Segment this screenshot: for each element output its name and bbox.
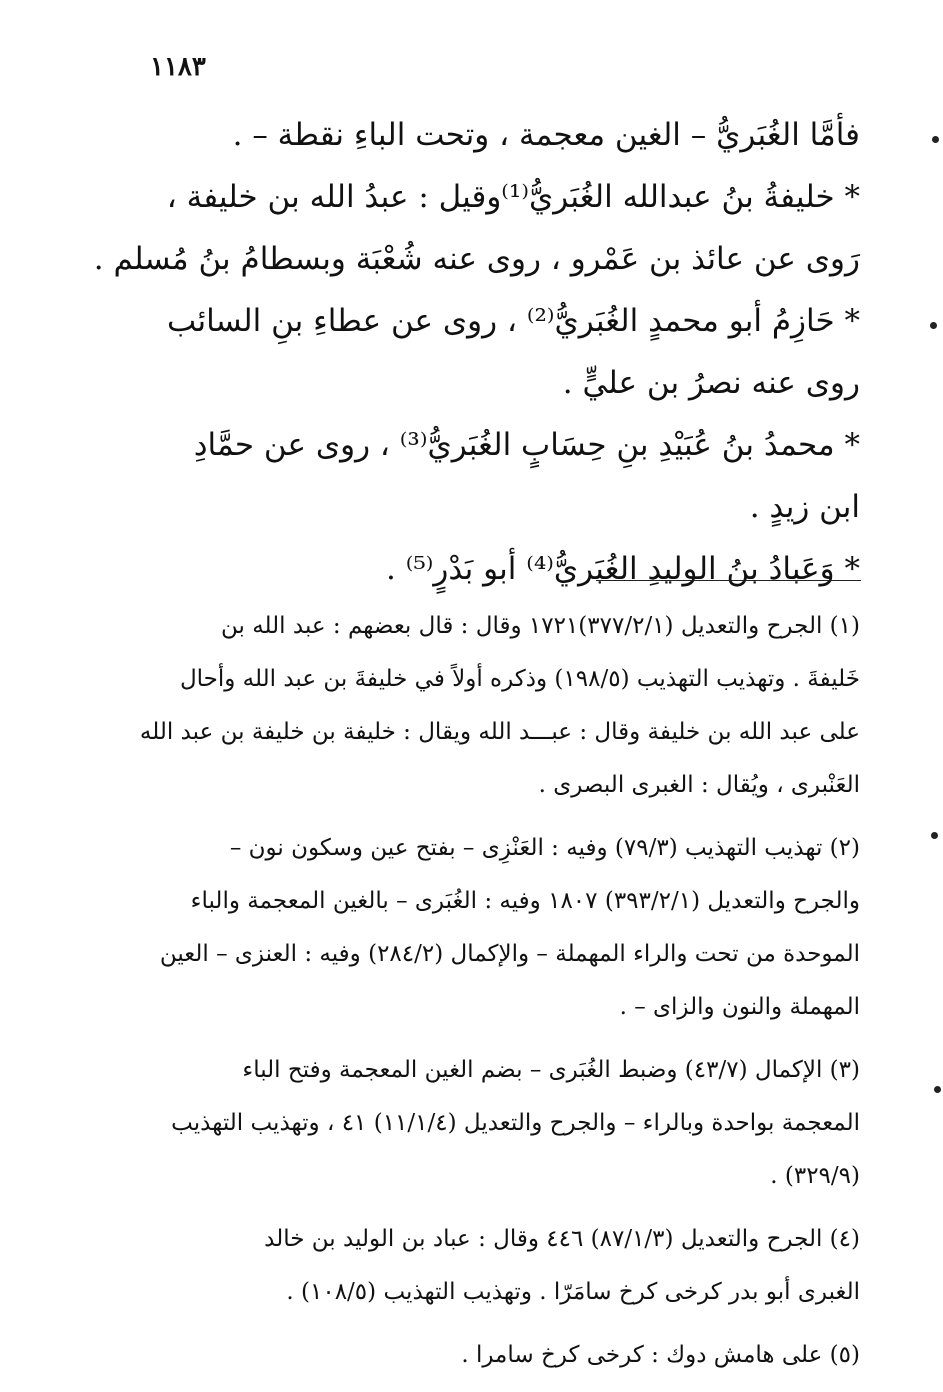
margin-mark <box>930 322 937 329</box>
margin-mark <box>932 136 939 143</box>
footnote-line: (٥) على هامش دوك : كرخى كرخ سامرا . <box>461 1342 860 1368</box>
footnote-line: (٣) الإكمال (٤٣/٧) وضبط الغُبَرى – بضم الغين المعجمة وفتح الباء <box>242 1057 860 1083</box>
footnote-line: خَليفةَ . وتهذيب التهذيب (١٩٨/٥) وذكره أولاً في خليفةَ بن عبد الله وأحال <box>179 666 860 692</box>
footnote-3 <box>130 1044 860 1203</box>
margin-mark <box>934 1086 941 1093</box>
main-text-line: * حَازِمُ أبو محمدٍ الغُبَريُّ⁽²⁾ ، روى عن عطاءِ بنِ السائب <box>167 303 860 339</box>
footnote-line: (١) الجرح والتعديل (٣٧٧/٢/١)١٧٢١ وقال : قال بعضهم : عبد الله بن <box>221 613 860 639</box>
footnote-line: والجرح والتعديل (٣٩٣/٢/١) ١٨٠٧ وفيه : الغُبَرى – بالغين المعجمة والباء <box>190 888 860 914</box>
footnote-line: المعجمة بواحدة وبالراء – والجرح والتعديل (١١/١/٤) ٤١ ، وتهذيب التهذيب <box>171 1110 860 1136</box>
footnote-line: على عبد الله بن خليفة وقال : عبـــد الله ويقال : خليفة بن خليفة بن عبد الله <box>139 719 860 745</box>
footnote-line: (٣٢٩/٩) . <box>770 1163 860 1189</box>
main-text <box>93 104 860 600</box>
footnote-line: الغبرى أبو بدر كرخى كرخ سامَرّا . وتهذيب التهذيب (١٠٨/٥) . <box>286 1279 860 1305</box>
main-text-line: فأمَّا الغُبَريُّ – الغين معجمة ، وتحت الباءِ نقطة – . <box>232 117 860 153</box>
footnote-line: المهملة والنون والزاى – . <box>619 994 860 1020</box>
footnotes <box>130 600 860 1392</box>
main-text-line: رَوى عن عائذ بن عَمْرو ، روى عنه شُعْبَة وبسطامُ بنُ مُسلم . <box>93 241 860 277</box>
footnote-line: (٤) الجرح والتعديل (٨٧/١/٣) ٤٤٦ وقال : عباد بن الوليد بن خالد <box>264 1226 860 1252</box>
main-text-line: * وَعَبادُ بنُ الوليدِ الغُبَريُّ⁽⁴⁾ أبو بَدْرٍ⁽⁵⁾ . <box>386 551 860 587</box>
footnote-line: (٢) تهذيب التهذيب (٧٩/٣) وفيه : العَنْزِى – بفتح عين وسكون نون – <box>229 835 860 861</box>
main-text-line: روى عنه نصرُ بن عليٍّ . <box>562 365 860 401</box>
footnote-line: الموحدة من تحت والراء المهملة – والإكمال (٢٨٤/٢) وفيه : العنزى – العين <box>159 941 860 967</box>
footnote-2 <box>130 822 860 1034</box>
footnote-4 <box>130 1213 860 1319</box>
main-text-line: * خليفةُ بنُ عبدالله الغُبَريُّ⁽¹⁾وقيل : عبدُ الله بن خليفة ، <box>166 179 860 215</box>
footnote-1 <box>130 600 860 812</box>
footnote-line: العَنْبرى ، ويُقال : الغبرى البصرى . <box>538 772 860 798</box>
main-text-line: * محمدُ بنُ عُبَيْدِ بنِ حِسَابٍ الغُبَريُّ⁽³⁾ ، روى عن حمَّادِ <box>193 427 860 463</box>
footnote-separator <box>596 580 861 581</box>
main-text-line: ابن زيدٍ . <box>749 489 860 525</box>
margin-mark <box>931 832 938 839</box>
page-number: ١١٨٣ <box>150 52 206 82</box>
